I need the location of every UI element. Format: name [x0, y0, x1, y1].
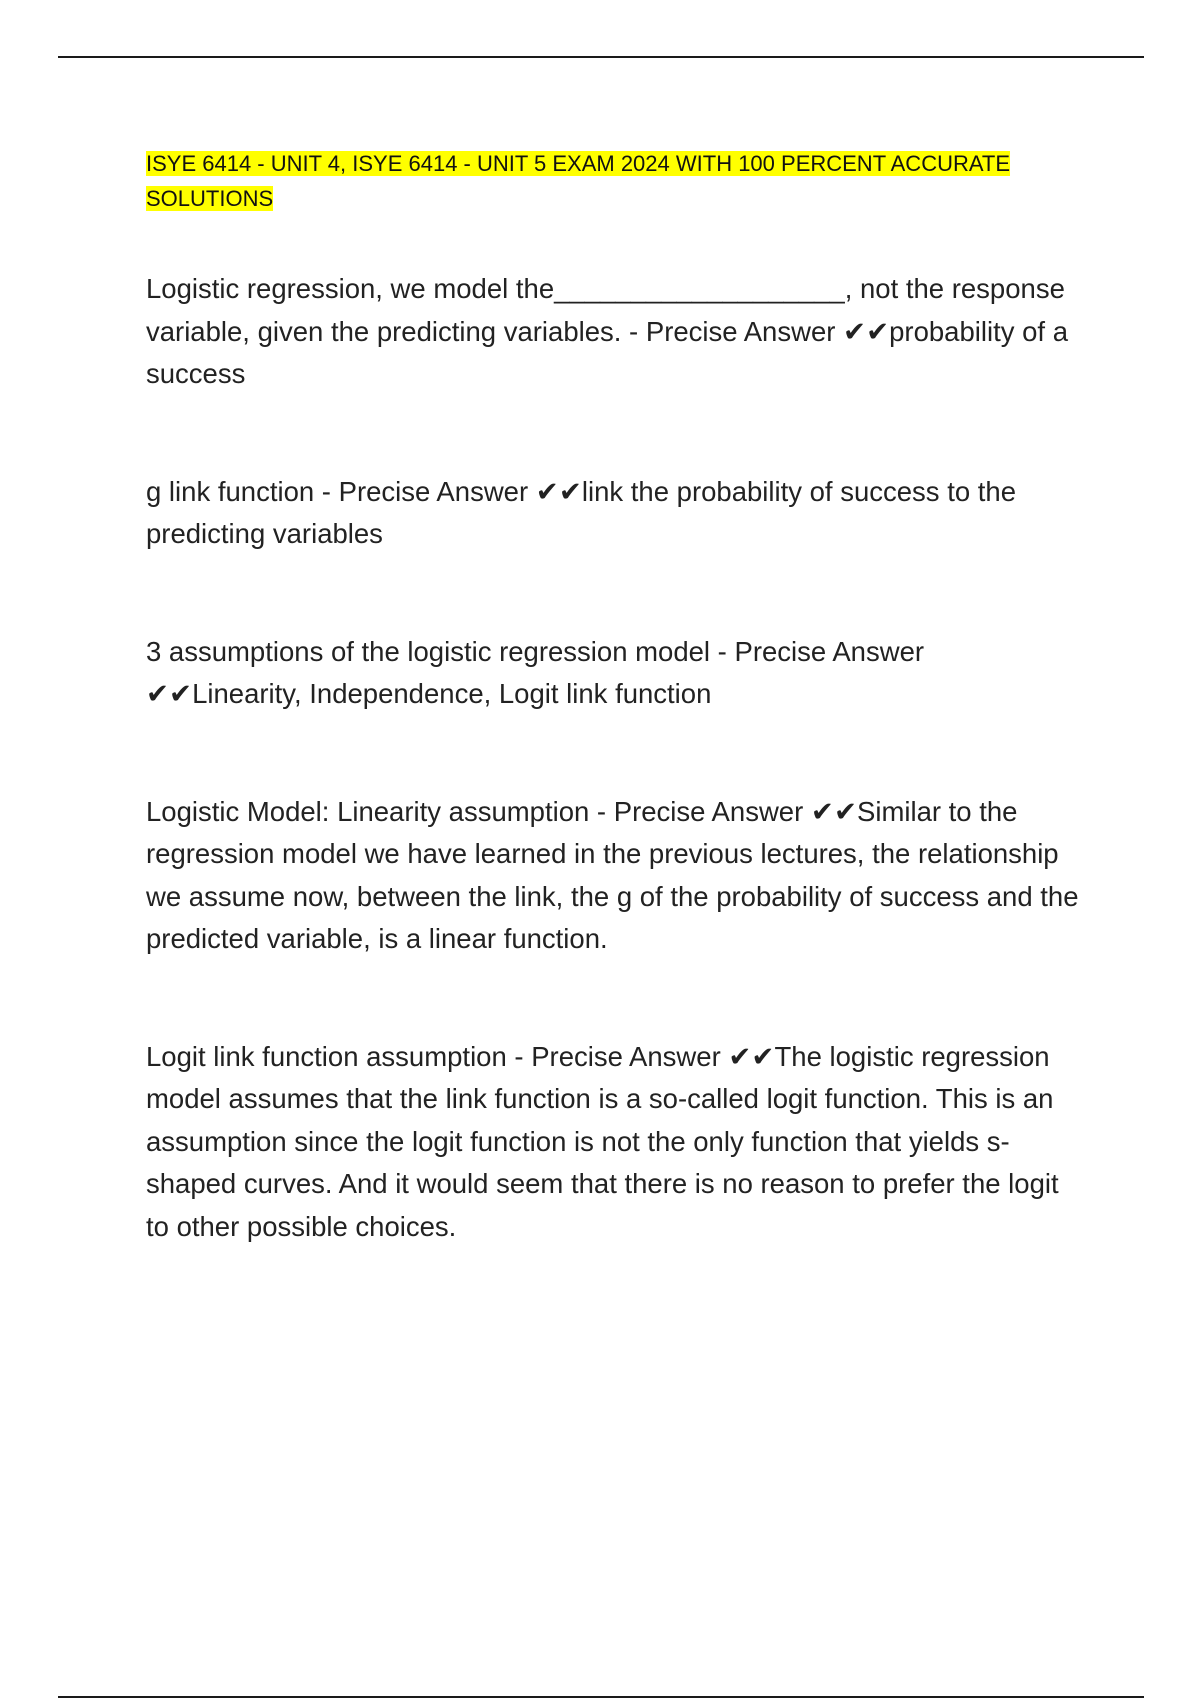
- answer-text: link the probability of success to the predicting variables: [146, 475, 1016, 549]
- qa-item: [146, 791, 1086, 961]
- answer-label: Precise Answer: [338, 475, 529, 507]
- qa-item: [146, 631, 1086, 716]
- answer-label: Precise Answer: [734, 635, 925, 667]
- separator: -: [314, 475, 339, 507]
- qa-item: [146, 268, 1086, 396]
- qa-item: [146, 471, 1086, 556]
- separator: -: [621, 315, 646, 347]
- answer-label: Precise Answer: [613, 795, 804, 827]
- separator: -: [589, 795, 614, 827]
- answer-label: Precise Answer: [531, 1040, 721, 1072]
- separator: -: [710, 635, 735, 667]
- answer-text: probability of a success: [146, 315, 1068, 389]
- question-text: Logistic Model: Linearity assumption: [146, 795, 590, 827]
- qa-item: [146, 1036, 1086, 1249]
- question-text: 3 assumptions of the logistic regression model: [146, 635, 711, 667]
- check-marks-icon: ✔✔: [535, 475, 582, 507]
- top-rule: [58, 56, 1144, 58]
- answer-text: Similar to the regression model we have learned in the previous lectures, the relationship we assume now, between the link, the g of the probability of success and the predicted variable, is a linear function.: [146, 795, 1079, 954]
- check-marks-icon: ✔✔: [810, 795, 857, 827]
- check-marks-icon: ✔✔: [146, 678, 193, 709]
- answer-label: Precise Answer: [645, 315, 836, 347]
- bottom-rule: [58, 1696, 1144, 1698]
- check-marks-icon: ✔✔: [728, 1040, 775, 1072]
- document-title: [146, 146, 1086, 216]
- question-text: Logit link function assumption: [146, 1040, 507, 1072]
- check-marks-icon: ✔✔: [843, 315, 890, 347]
- answer-text: The logistic regression model assumes that the link function is a so-called logit function. This is an assumption since the logit function is not the only function that yields s-shaped curves. And it would seem that there is no reason to prefer the logit to other possible choices.: [146, 1040, 1059, 1242]
- question-text: g link function: [146, 475, 315, 507]
- answer-text: Linearity, Independence, Logit link function: [192, 678, 712, 709]
- document-body: [146, 146, 1086, 1323]
- question-text: Logistic regression, we model the___________________, not the response variable, given the predicting variables.: [146, 273, 1065, 347]
- highlighted-title-text: ISYE 6414 - UNIT 4, ISYE 6414 - UNIT 5 EXAM 2024 WITH 100 PERCENT ACCURATE SOLUTIONS: [146, 151, 1011, 211]
- separator: -: [506, 1040, 532, 1072]
